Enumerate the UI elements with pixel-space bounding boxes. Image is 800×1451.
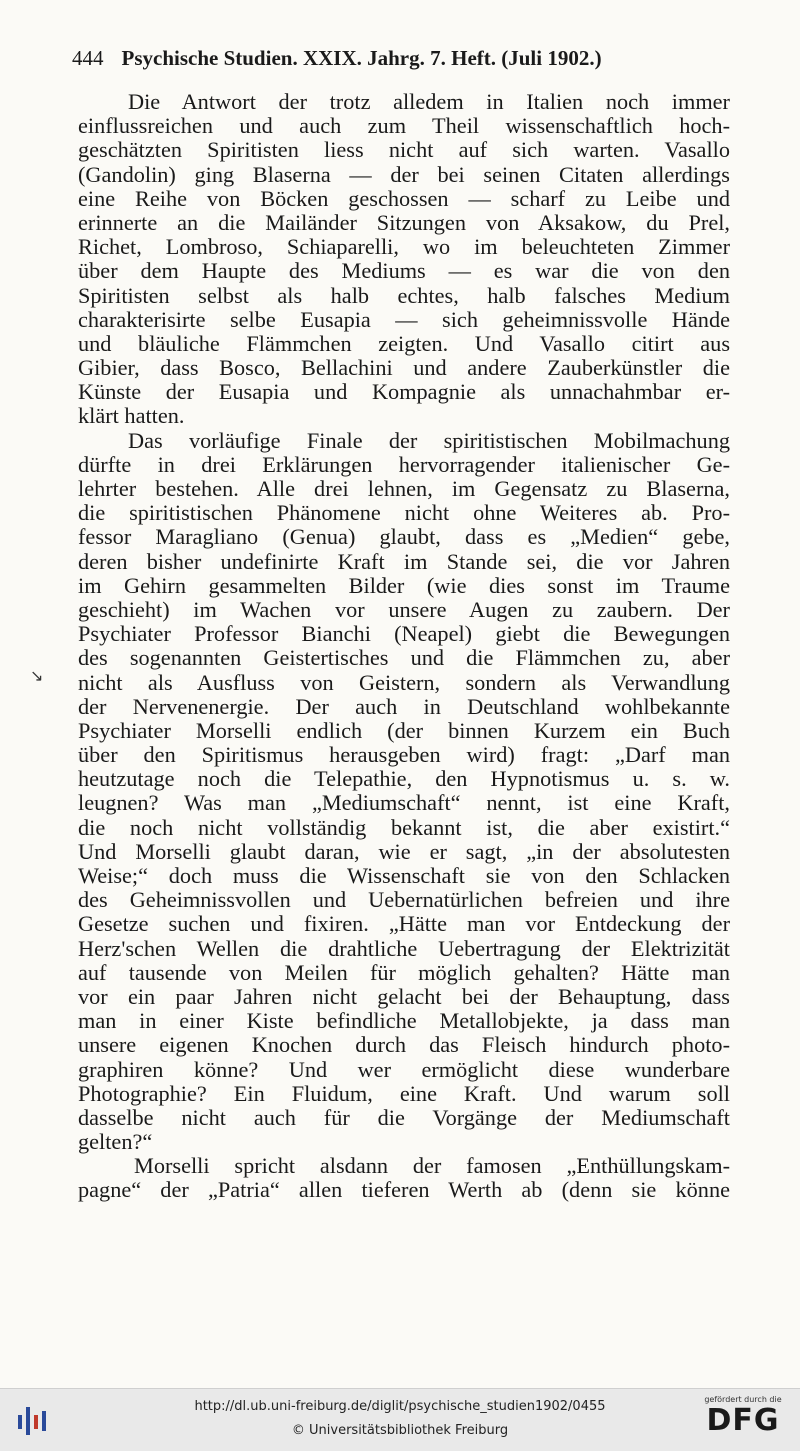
body-text <box>78 90 730 1203</box>
text-line: (Gandolin) ging Blaserna — der bei seinen Citaten allerdings <box>78 161 730 187</box>
text-line: lehrter bestehen. Alle drei lehnen, im Gegensatz zu Blaserna, <box>78 476 730 501</box>
text-line: Richet, Lombroso, Schiaparelli, wo im beleuchteten Zimmer <box>78 234 730 260</box>
dfg-logo-icon: DFG <box>706 1403 780 1438</box>
copyright-notice: © Universitätsbibliothek Freiburg <box>291 1423 509 1438</box>
text-line: man in einer Kiste befindliche Metallobjekte, ja dass man <box>78 1008 730 1034</box>
text-line: dasselbe nicht auch für die Vorgänge der Mediumschaft <box>78 1104 730 1130</box>
text-line: geschieht) im Wachen vor unsere Augen zu zaubern. Der <box>78 596 730 622</box>
text-line: des Geheimnissvollen und Uebernatürlichen befreien und ihre <box>78 887 730 913</box>
text-line: Psychiater Morselli endlich (der binnen Kurzem ein Buch <box>78 717 730 743</box>
text-line: erinnerte an die Mailänder Sitzungen von Aksakow, du Prel, <box>78 209 730 235</box>
text-line: Die Antwort der trotz alledem in Italien noch immer <box>128 89 730 114</box>
text-line: dürfte in drei Erklärungen hervorragender italienischer Ge- <box>78 451 730 477</box>
text-line: deren bisher undefinirte Kraft im Stande sei, die vor Jahren <box>78 548 730 574</box>
text-line: Photographie? Ein Fluidum, eine Kraft. Und warum soll <box>78 1080 730 1106</box>
text-line: geschätzten Spiritisten liess nicht auf sich warten. Vasallo <box>78 137 730 163</box>
margin-mark: ↘ <box>30 668 44 685</box>
text-line: Und Morselli glaubt daran, wie er sagt, „in der absolutesten <box>78 838 730 864</box>
text-line: Psychiater Professor Bianchi (Neapel) giebt die Bewegungen <box>78 621 730 647</box>
text-line: der Nervenenergie. Der auch in Deutschland wohlbekannte <box>78 693 730 719</box>
footer-bar <box>0 1388 800 1451</box>
dfg-badge <box>700 1395 786 1438</box>
text-line: graphiren könne? Und wer ermöglicht diese wunderbare <box>78 1056 730 1082</box>
running-title: Psychische Studien. XXIX. Jahrg. 7. Heft. (Juli 1902.) <box>121 46 602 70</box>
text-line: über dem Haupte des Mediums — es war die von den <box>78 258 730 284</box>
text-line: Morselli spricht alsdann der famosen „Enthüllungskam- <box>134 1153 730 1179</box>
page-number: 444 <box>72 46 104 70</box>
text-line: auf tausende von Meilen für möglich gehalten? Hätte man <box>78 959 730 985</box>
text-line: Gesetze suchen und fixiren. „Hätte man vor Entdeckung der <box>78 911 730 937</box>
text-line: Weise;“ doch muss die Wissenschaft sie von den Schlacken <box>78 863 730 888</box>
text-line: im Gehirn gesammelten Bilder (wie dies sonst im Traume <box>78 572 730 598</box>
text-line: eine Reihe von Böcken geschossen — scharf zu Leibe und <box>78 185 730 211</box>
text-line: über den Spiritismus herausgeben wird) fragt: „Darf man <box>78 742 730 768</box>
text-line: vor ein paar Jahren nicht gelacht bei der Behauptung, dass <box>78 983 730 1009</box>
text-line: einflussreichen und auch zum Theil wissenschaftlich hoch- <box>78 113 730 139</box>
text-line: die noch nicht vollständig bekannt ist, die aber existirt.“ <box>78 814 730 840</box>
text-line: die spiritistischen Phänomene nicht ohne Weiteres ab. Pro- <box>78 500 730 526</box>
text-line: fessor Maragliano (Genua) glaubt, dass es „Medien“ gebe, <box>78 524 730 550</box>
text-line: und bläuliche Flämmchen zeigten. Und Vasallo citirt aus <box>78 330 730 356</box>
text-line: pagne“ der „Patria“ allen tieferen Werth ab (denn sie könne <box>78 1177 730 1203</box>
text-line: Gibier, dass Bosco, Bellachini und andere Zauberkünstler die <box>78 355 730 381</box>
text-line: unsere eigenen Knochen durch das Fleisch hindurch photo- <box>78 1032 730 1058</box>
source-url[interactable]: http://dl.ub.uni-freiburg.de/diglit/psychische_studien1902/0455 <box>194 1399 606 1414</box>
text-line: heutzutage noch die Telepathie, den Hypnotismus u. s. w. <box>78 766 730 792</box>
text-line: Künste der Eusapia und Kompagnie als unnachahmbar er- <box>78 379 730 405</box>
text-line: nicht als Ausfluss von Geistern, sondern als Verwandlung <box>78 669 730 695</box>
text-line: leugnen? Was man „Mediumschaft“ nennt, ist eine Kraft, <box>78 790 730 816</box>
text-line: Das vorläufige Finale der spiritistischen Mobilmachung <box>128 427 730 453</box>
dfg-caption: gefördert durch die <box>704 1395 782 1404</box>
text-line: gelten?“ <box>78 1129 153 1155</box>
text-line: charakterisirte selbe Eusapia — sich geheimnissvolle Hände <box>78 306 730 332</box>
running-head <box>72 46 732 71</box>
text-line: Herz'schen Wellen die drahtliche Uebertragung der Elektrizität <box>78 935 730 961</box>
text-line: des sogenannten Geistertisches und die Flämmchen zu, aber <box>78 645 730 671</box>
text-line: klärt hatten. <box>78 403 185 429</box>
text-line: Spiritisten selbst als halb echtes, halb falsches Medium <box>78 282 730 308</box>
